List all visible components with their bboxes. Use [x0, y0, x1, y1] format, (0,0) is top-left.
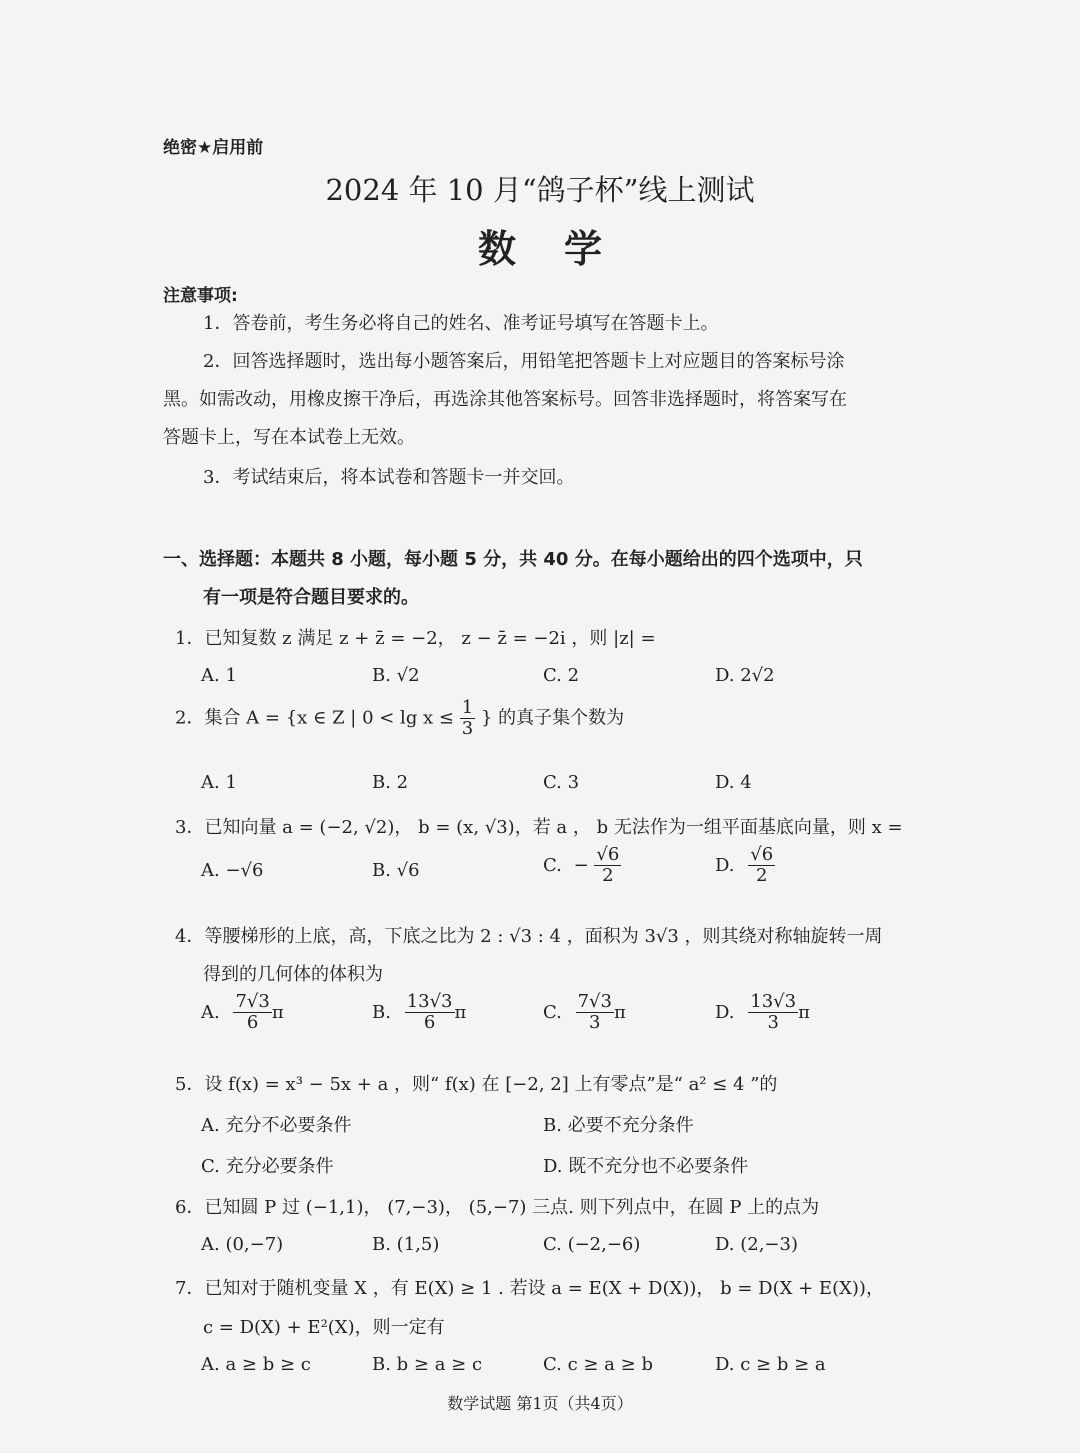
q7-option-c: C. c ≥ a ≥ b — [543, 1354, 653, 1375]
q4-b-pi: π — [454, 1001, 467, 1023]
q7-option-d: D. c ≥ b ≥ a — [715, 1354, 826, 1375]
q4-d-num: 13√3 — [750, 991, 797, 1012]
q6-option-b: B. (1,5) — [372, 1234, 440, 1255]
q3-d-den: 2 — [755, 864, 768, 886]
q4-a-den: 6 — [246, 1011, 259, 1033]
q2-option-a: A. 1 — [201, 772, 237, 793]
notice-item-2: 2．回答选择题时，选出每小题答案后，用铅笔把答题卡上对应题目的答案标号涂 — [203, 351, 845, 372]
q4-c-num: 7√3 — [577, 991, 612, 1012]
q3-d-num: √6 — [750, 844, 774, 865]
question-7: 7．已知对于随机变量 X ，有 E(X) ≥ 1 . 若设 a = E(X + D(X))， b = D(X + E(X))， — [175, 1278, 884, 1299]
q3-option-b: B. √6 — [372, 860, 420, 881]
q2-option-b: B. 2 — [372, 772, 409, 793]
q7-option-a: A. a ≥ b ≥ c — [201, 1354, 311, 1375]
q2-suffix: } 的真子集个数为 — [480, 707, 625, 729]
q1-option-a: A. 1 — [201, 665, 237, 686]
secret-label: 绝密★启用前 — [163, 138, 264, 158]
section-heading-cont: 有一项是符合题目要求的。 — [203, 587, 419, 608]
notice-item-2-cont: 黑。如需改动，用橡皮擦干净后，再选涂其他答案标号。回答非选择题时，将答案写在 — [163, 389, 847, 410]
q2-option-c: C. 3 — [543, 772, 580, 793]
q6-option-a: A. (0,−7) — [201, 1234, 284, 1255]
q4-option-d — [715, 992, 810, 1033]
question-6: 6．已知圆 P 过 (−1,1)， (7,−3)， (5,−7) 三点. 则下列点中，在圆 P 上的点为 — [175, 1197, 820, 1218]
q2-option-d: D. 4 — [715, 772, 752, 793]
q4-d-den: 3 — [767, 1011, 779, 1033]
q4-c-fraction — [576, 992, 614, 1033]
q5-option-c: C. 充分必要条件 — [201, 1156, 334, 1177]
q4-option-a — [201, 992, 284, 1033]
q4-d-fraction — [748, 992, 798, 1033]
q4-c-pi: π — [613, 1001, 626, 1023]
q4-c-label: C. — [543, 1001, 562, 1023]
q1-option-d: D. 2√2 — [715, 665, 775, 686]
subject-title: 数学 — [477, 226, 650, 271]
notice-heading: 注意事项: — [163, 286, 238, 306]
q3-c-num: √6 — [596, 844, 620, 865]
q3-option-c — [543, 845, 621, 886]
q3-option-a: A. −√6 — [201, 860, 264, 881]
q3-c-label: C. — [543, 854, 562, 876]
q3-c-fraction — [594, 845, 621, 886]
q4-b-label: B. — [372, 1001, 391, 1023]
q6-option-d: D. (2,−3) — [715, 1234, 798, 1255]
q3-option-d — [715, 845, 775, 886]
q4-a-pi: π — [271, 1001, 284, 1023]
q3-d-fraction — [748, 845, 775, 886]
q4-option-b — [372, 992, 466, 1033]
q3-d-label: D. — [715, 854, 735, 876]
notice-item-3: 3．考试结束后，将本试卷和答题卡一并交回。 — [203, 467, 575, 488]
question-1: 1．已知复数 z 满足 z + z̄ = −2， z − z̄ = −2i ，则 |z| = — [175, 628, 656, 649]
section-heading: 一、选择题：本题共 8 小题，每小题 5 分，共 40 分。在每小题给出的四个选项中，只 — [163, 549, 863, 570]
question-2 — [175, 698, 624, 739]
q4-d-label: D. — [715, 1001, 735, 1023]
q4-b-den: 6 — [423, 1011, 436, 1033]
q3-c-sign: − — [573, 854, 589, 876]
exam-title: 2024 年 10 月“鸽子杯”线上测试 — [325, 173, 755, 207]
page-footer: 数学试题 第1页（共4页） — [447, 1394, 633, 1413]
question-3: 3．已知向量 a = (−2, √2)， b = (x, √3)，若 a ， b 无法作为一组平面基底向量，则 x = — [175, 817, 903, 838]
q4-a-num: 7√3 — [235, 991, 270, 1012]
q5-option-b: B. 必要不充分条件 — [543, 1115, 694, 1136]
q4-b-fraction — [405, 992, 455, 1033]
q1-option-b: B. √2 — [372, 665, 420, 686]
q4-d-pi: π — [798, 1001, 810, 1023]
q4-b-num: 13√3 — [406, 991, 453, 1012]
question-5: 5．设 f(x) = x³ − 5x + a ，则“ f(x) 在 [−2, 2] 上有零点”是“ a² ≤ 4 ”的 — [175, 1074, 778, 1095]
q2-frac-num: 1 — [461, 697, 474, 718]
q3-c-den: 2 — [602, 864, 614, 886]
q7-option-b: B. b ≥ a ≥ c — [372, 1354, 483, 1375]
notice-item-2-cont2: 答题卡上，写在本试卷上无效。 — [163, 427, 415, 448]
q2-fraction — [460, 698, 475, 739]
q4-a-fraction — [233, 992, 271, 1033]
notice-item-1: 1．答卷前，考生务必将自己的姓名、准考证号填写在答题卡上。 — [203, 313, 719, 334]
question-4: 4．等腰梯形的上底，高，下底之比为 2 : √3 : 4 ，面积为 3√3 ，则其绕对称轴旋转一周 — [175, 926, 883, 947]
question-7-cont: c = D(X) + E²(X)，则一定有 — [203, 1317, 445, 1338]
q6-option-c: C. (−2,−6) — [543, 1234, 641, 1255]
q5-option-d: D. 既不充分也不必要条件 — [543, 1156, 749, 1177]
q4-a-label: A. — [201, 1001, 220, 1023]
q5-option-a: A. 充分不必要条件 — [201, 1115, 352, 1136]
question-4-cont: 得到的几何体的体积为 — [203, 964, 383, 985]
q4-c-den: 3 — [589, 1011, 601, 1033]
q4-option-c — [543, 992, 626, 1033]
q1-option-c: C. 2 — [543, 665, 580, 686]
q2-prefix: 2．集合 A = {x ∈ Z | 0 < lg x ≤ — [175, 707, 455, 729]
q2-frac-den: 3 — [461, 717, 474, 739]
